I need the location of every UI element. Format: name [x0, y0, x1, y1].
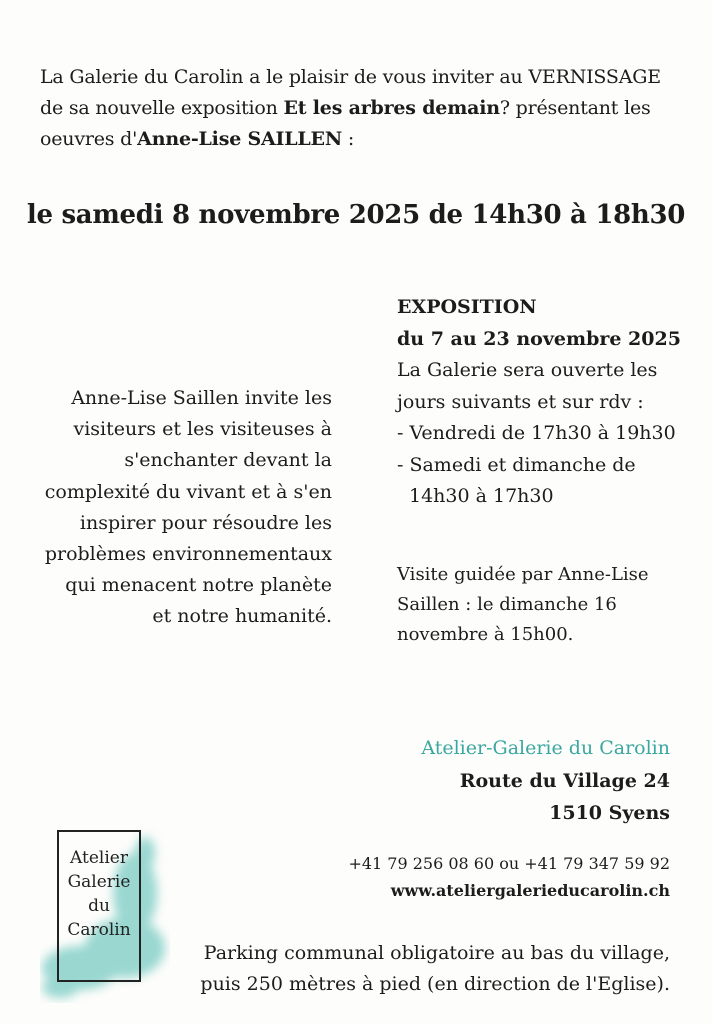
exposition-dates: du 7 au 23 novembre 2025 [397, 327, 681, 350]
opening-line: jours suivants et sur rdv : [397, 390, 644, 413]
logo-word: du [88, 896, 110, 916]
parking-info [200, 938, 670, 1000]
friday-hours: - Vendredi de 17h30 à 19h30 [397, 422, 676, 444]
statement-line: inspirer pour résoudre les [79, 511, 332, 534]
statement-line: et notre humanité. [152, 605, 332, 628]
street: Route du Village 24 [459, 769, 670, 792]
phone-numbers: +41 79 256 08 60 ou +41 79 347 59 92 [348, 854, 670, 873]
gallery-address [421, 732, 670, 830]
logo-word: Galerie [67, 872, 131, 892]
exposition-heading: EXPOSITION [397, 296, 537, 318]
city: 1510 Syens [549, 802, 670, 824]
intro-paragraph [40, 62, 680, 155]
guided-visit [397, 560, 687, 650]
contact-info [348, 850, 670, 904]
intro-text-2: ? présentant les oeuvres d' [40, 97, 651, 150]
weekend-hours-time: 14h30 à 17h30 [409, 485, 554, 507]
statement-line: visiteurs et les visiteuses à [73, 418, 332, 441]
visit-line: novembre à 15h00. [397, 624, 574, 645]
intro-text-3: : [342, 128, 355, 150]
parking-line: Parking communal obligatoire au bas du village, [203, 942, 670, 964]
website-link[interactable]: www.ateliergalerieducarolin.ch [390, 881, 670, 900]
visit-line: Visite guidée par Anne-Lise [397, 564, 649, 585]
artist-name: Anne-Lise SAILLEN [137, 128, 343, 150]
logo-word: Carolin [67, 920, 131, 940]
artist-statement [30, 383, 332, 633]
statement-line: Anne-Lise Saillen invite les [71, 387, 332, 409]
logo-word: Atelier [70, 848, 128, 868]
vernissage-date: le samedi 8 novembre 2025 de 14h30 à 18h30 [26, 200, 686, 230]
logo-text [54, 846, 144, 942]
opening-line: La Galerie sera ouverte les [397, 359, 658, 381]
intro-text-1: La Galerie du Carolin a le plaisir de vous inviter au VERNISSAGE de sa nouvelle exposition [40, 66, 661, 119]
weekend-hours: - Samedi et dimanche de [397, 453, 636, 476]
visit-line: Saillen : le dimanche 16 [397, 594, 617, 615]
statement-line: s'enchanter devant la [124, 449, 332, 472]
gallery-logo [40, 818, 170, 1003]
exposition-block [397, 292, 697, 513]
parking-line: puis 250 mètres à pied (en direction de l'Eglise). [200, 973, 670, 995]
gallery-name: Atelier-Galerie du Carolin [421, 737, 670, 759]
statement-line: qui menacent notre planète [65, 574, 332, 597]
statement-line: complexité du vivant et à s'en [44, 480, 332, 503]
statement-line: problèmes environnementaux [44, 543, 332, 566]
exhibition-title: Et les arbres demain [283, 97, 500, 119]
